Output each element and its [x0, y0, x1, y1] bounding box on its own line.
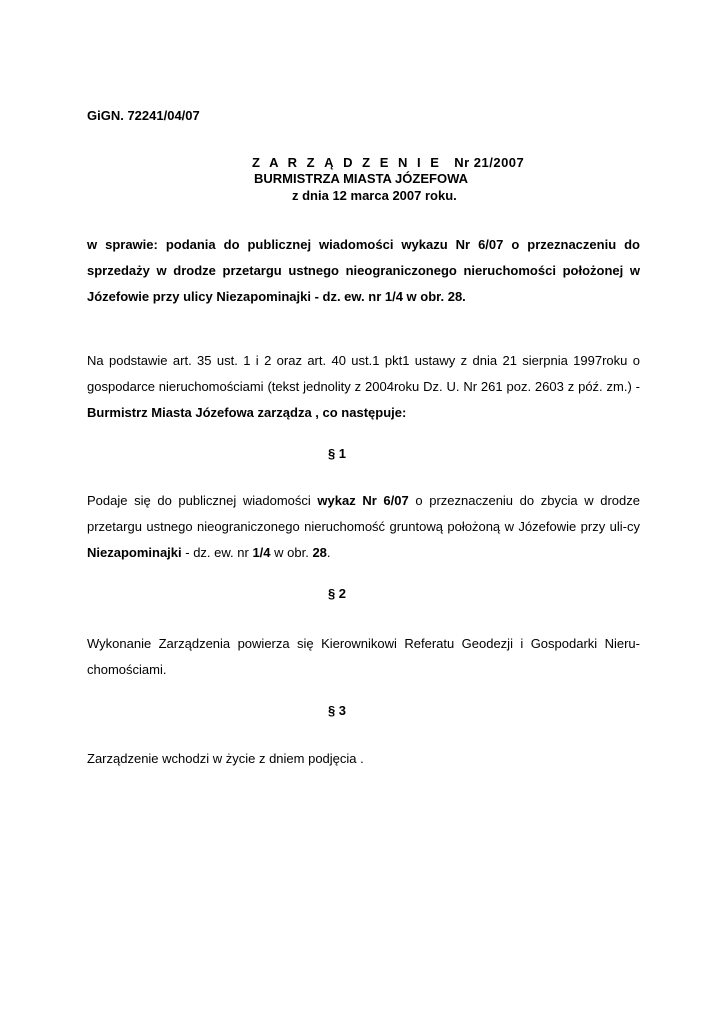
section-1-bold-b: Niezapominajki — [87, 545, 182, 560]
section-3-paragraph: Zarządzenie wchodzi w życie z dniem podjęcia . — [87, 751, 364, 766]
section-1-bold-c: 1/4 — [252, 545, 271, 560]
section-1-text-b: o przeznaczeniu do zbycia w drodze przetargu ustnego nieograniczonego nieruchomość gruntową położoną w Józefowie przy uli-cy — [87, 493, 640, 534]
section-1-text-d: w obr. — [270, 545, 313, 560]
title-issuer: BURMISTRZA MIASTA JÓZEFOWA — [254, 171, 469, 186]
section-3-mark: § 3 — [327, 703, 347, 718]
section-1-bold-a: wykaz Nr 6/07 — [317, 493, 409, 508]
section-2-paragraph: Wykonanie Zarządzenia powierza się Kierownikowi Referatu Geodezji i Gospodarki Nieru-chomościami. — [87, 636, 640, 677]
title-number: Nr 21/2007 — [454, 155, 525, 170]
section-1-text-c: - dz. ew. nr — [181, 545, 253, 560]
legal-basis-text: Na podstawie art. 35 ust. 1 i 2 oraz art. 40 ust.1 pkt1 ustawy z dnia 21 sierpnia 1997roku o gospodarce nieruchomościami (tekst jednolity z 2004roku Dz. U. Nr 261 poz. 2603 z póź. zm.) - — [87, 353, 640, 394]
section-1-paragraph — [87, 488, 640, 566]
legal-basis-paragraph — [87, 348, 640, 426]
section-1-bold-d: 28 — [312, 545, 327, 560]
section-1-mark: § 1 — [327, 446, 347, 461]
section-1-text-e: . — [326, 545, 331, 560]
title-date: z dnia 12 marca 2007 roku. — [292, 188, 457, 203]
document-reference-number: GiGN. 72241/04/07 — [87, 108, 200, 123]
title-line-1 — [252, 155, 524, 170]
section-2-mark: § 2 — [327, 586, 347, 601]
section-1-text-a: Podaje się do publicznej wiadomości — [87, 493, 318, 508]
document-subject: w sprawie: podania do publicznej wiadomości wykazu Nr 6/07 o przeznaczeniu do sprzedaży w drodze przetargu ustnego nieograniczonego nieruchomości położonej w Józefowie przy ulicy Niezapominajki - dz. ew. nr 1/4 w obr. 28. — [87, 237, 640, 304]
legal-basis-decree: Burmistrz Miasta Józefowa zarządza , co następuje: — [87, 405, 407, 420]
title-zarzadzenie: Z A R Z Ą D Z E N I E — [252, 155, 442, 170]
